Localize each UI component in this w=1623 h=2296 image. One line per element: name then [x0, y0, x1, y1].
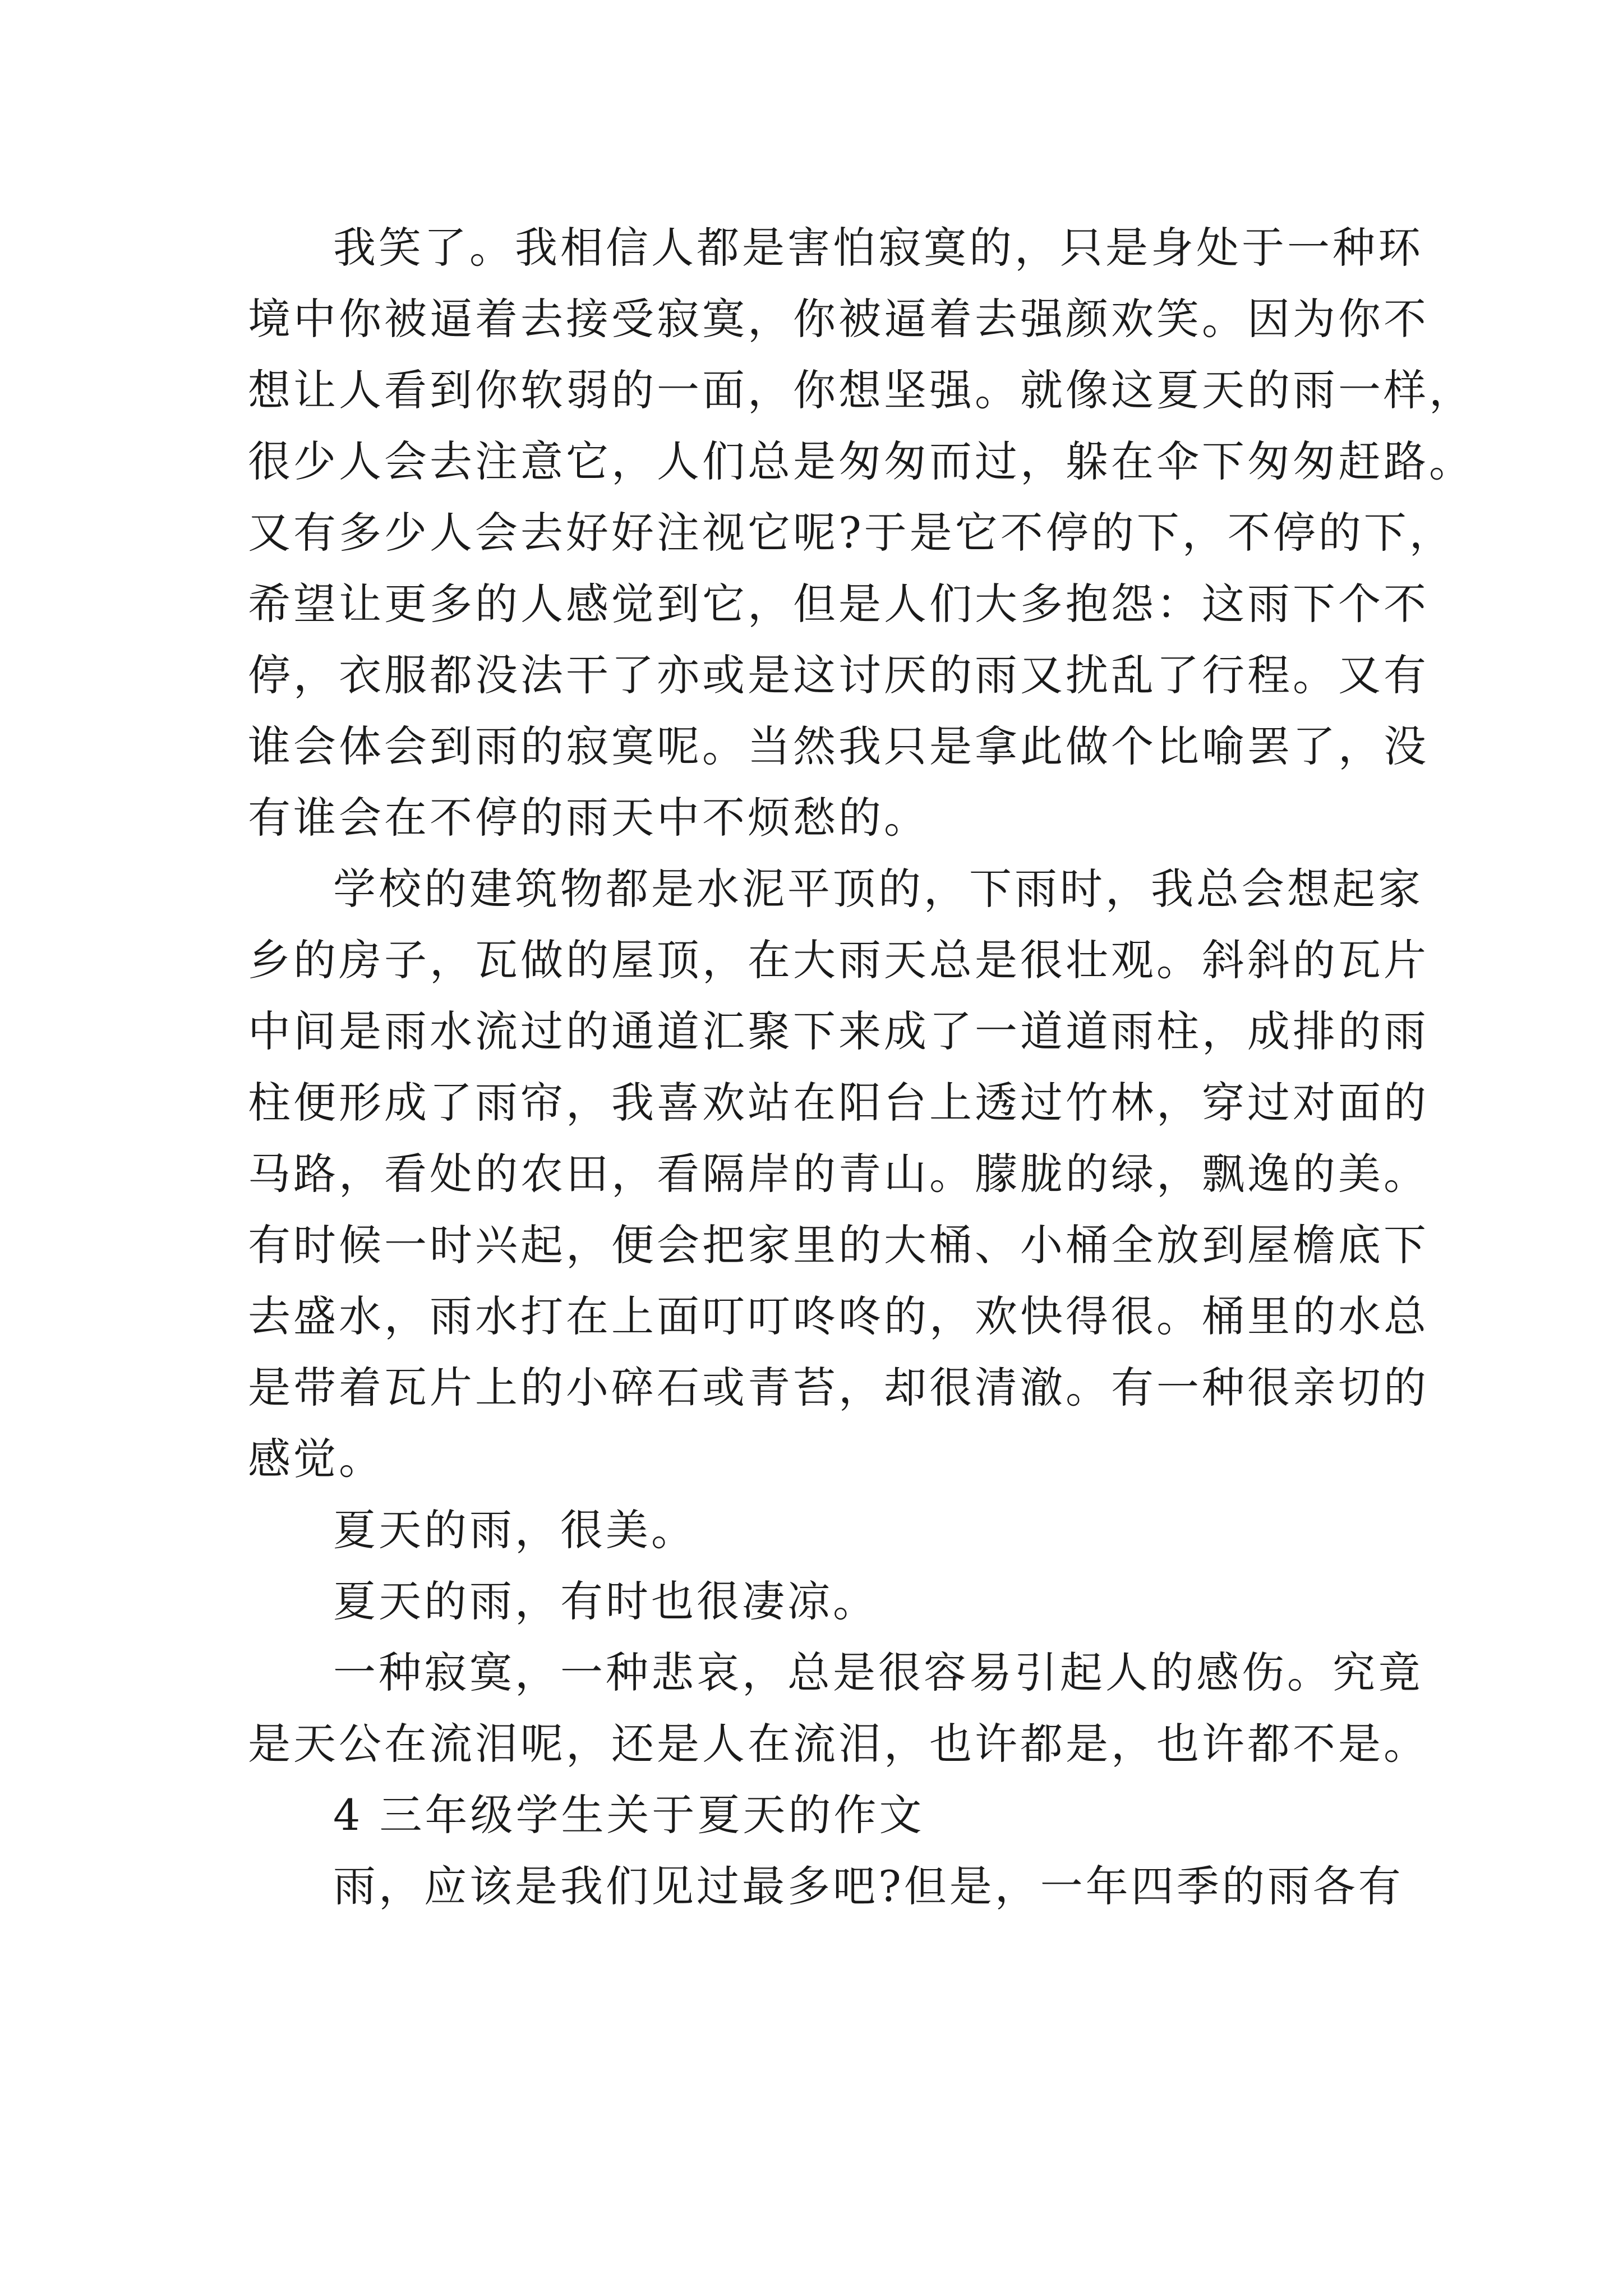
- text-line: 是天公在流泪呢，还是人在流泪，也许都是，也许都不是。: [248, 1719, 1429, 1769]
- section-heading: 4 三年级学生关于夏天的作文: [333, 1790, 925, 1840]
- text-line: 感觉。: [248, 1434, 384, 1484]
- text-line: 一种寂寞，一种悲哀，总是很容易引起人的感伤。究竟: [333, 1648, 1423, 1697]
- text-line: 想让人看到你软弱的一面，你想坚强。就像这夏天的雨一样，: [248, 365, 1474, 415]
- text-line: 境中你被逼着去接受寂寞，你被逼着去强颜欢笑。因为你不: [248, 294, 1429, 344]
- text-line: 乡的房子，瓦做的屋顶，在大雨天总是很壮观。斜斜的瓦片: [248, 935, 1429, 985]
- text-line: 我笑了。我相信人都是害怕寂寞的，只是身处于一种环: [333, 223, 1423, 273]
- essay-text: [248, 212, 1474, 1922]
- text-line: 有时候一时兴起，便会把家里的大桶、小桶全放到屋檐底下: [248, 1220, 1429, 1270]
- text-line: 谁会体会到雨的寂寞呢。当然我只是拿此做个比喻罢了，没: [248, 721, 1429, 771]
- text-line: 中间是雨水流过的通道汇聚下来成了一道道雨柱，成排的雨: [248, 1006, 1429, 1056]
- text-line: 去盛水，雨水打在上面叮叮咚咚的，欢快得很。桶里的水总: [248, 1291, 1429, 1341]
- text-line: 停，衣服都没法干了亦或是这讨厌的雨又扰乱了行程。又有: [248, 650, 1429, 700]
- text-line: 很少人会去注意它，人们总是匆匆而过，躲在伞下匆匆赶路。: [248, 436, 1474, 486]
- text-line: 学校的建筑物都是水泥平顶的，下雨时，我总会想起家: [333, 864, 1423, 914]
- text-line: 是带着瓦片上的小碎石或青苔，却很清澈。有一种很亲切的: [248, 1363, 1429, 1412]
- text-line: 有谁会在不停的雨天中不烦愁的。: [248, 793, 929, 843]
- text-line: 夏天的雨，很美。: [333, 1505, 697, 1555]
- text-line: 又有多少人会去好好注视它呢?于是它不停的下，不停的下，: [248, 508, 1455, 558]
- text-line: 马路，看处的农田，看隔岸的青山。朦胧的绿，飘逸的美。: [248, 1149, 1429, 1199]
- text-line: 柱便形成了雨帘，我喜欢站在阳台上透过竹林，穿过对面的: [248, 1078, 1429, 1128]
- text-line: 夏天的雨，有时也很凄凉。: [333, 1576, 878, 1626]
- text-line: 雨，应该是我们见过最多吧?但是，一年四季的雨各有: [333, 1861, 1404, 1911]
- text-line: 希望让更多的人感觉到它，但是人们大多抱怨：这雨下个不: [248, 579, 1429, 629]
